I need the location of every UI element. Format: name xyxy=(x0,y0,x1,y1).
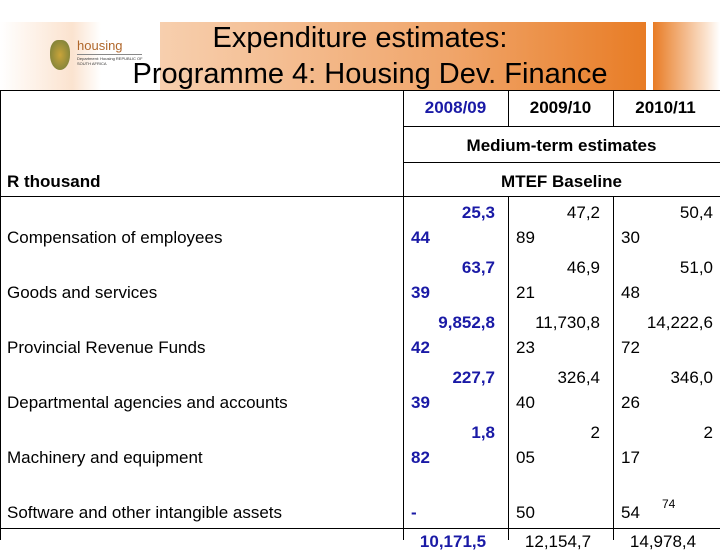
value-part-2: 48 xyxy=(621,283,640,302)
value-part-1: 50,4 xyxy=(679,203,713,222)
value-part-1: 46,9 xyxy=(566,258,600,277)
value-part-2: 44 xyxy=(411,228,430,247)
value-part-2: 89 xyxy=(516,228,535,247)
value-part-1: 346,0 xyxy=(670,368,713,387)
logo-subtext: Department: Housing REPUBLIC OF SOUTH AFRICA xyxy=(77,56,143,66)
value-part-2: 17 xyxy=(621,448,640,467)
page-number: 74 xyxy=(662,497,676,511)
value-part-1: 326,4 xyxy=(557,368,600,387)
table-border-top xyxy=(0,90,720,91)
total-value: 12,154,7 xyxy=(524,532,592,551)
logo-text: housing xyxy=(77,38,123,53)
title-line-2: Programme 4: Housing Dev. Finance xyxy=(132,58,608,90)
value-part-1: 227,7 xyxy=(452,368,495,387)
row-header: R thousand xyxy=(7,172,101,191)
row-label: Goods and services xyxy=(7,283,158,302)
value-part-1: 2 xyxy=(703,423,713,442)
row-label: Provincial Revenue Funds xyxy=(7,338,206,357)
value-part-2: - xyxy=(411,503,417,522)
value-part-2: 82 xyxy=(411,448,430,467)
value-part-2: 72 xyxy=(621,338,640,357)
value-part-2: 39 xyxy=(411,283,430,302)
baseline-header: MTEF Baseline xyxy=(501,172,622,191)
total-value: 10,171,5 xyxy=(419,532,487,551)
value-part-1: 47,2 xyxy=(566,203,600,222)
table-border-left xyxy=(0,90,1,540)
year-header-2008/09: 2008/09 xyxy=(424,98,487,117)
year-header-2009/10: 2009/10 xyxy=(529,98,592,117)
value-part-1: 51,0 xyxy=(679,258,713,277)
rule-medium-term xyxy=(403,162,720,163)
value-part-1: 25,3 xyxy=(461,203,495,222)
row-label: Departmental agencies and accounts xyxy=(7,393,288,412)
value-part-1: 63,7 xyxy=(461,258,495,277)
logo-divider xyxy=(77,54,142,55)
value-part-2: 30 xyxy=(621,228,640,247)
rule-years xyxy=(403,126,720,127)
value-part-1: 14,222,6 xyxy=(646,313,713,332)
value-part-2: 05 xyxy=(516,448,535,467)
value-part-2: 21 xyxy=(516,283,535,302)
rule-total xyxy=(0,528,720,529)
value-part-1: 11,730,8 xyxy=(535,313,600,332)
medium-term-header: Medium-term estimates xyxy=(466,136,657,155)
value-part-2: 54 xyxy=(621,503,640,522)
row-label: Machinery and equipment xyxy=(7,448,203,467)
value-part-2: 23 xyxy=(516,338,535,357)
value-part-1: 2 xyxy=(590,423,600,442)
rule-header xyxy=(0,196,720,197)
row-label: Compensation of employees xyxy=(7,228,223,247)
value-part-2: 42 xyxy=(411,338,430,357)
value-part-2: 39 xyxy=(411,393,430,412)
value-part-1: 9,852,8 xyxy=(438,313,495,332)
value-part-2: 26 xyxy=(621,393,640,412)
year-header-2010/11: 2010/11 xyxy=(635,98,696,117)
value-part-2: 40 xyxy=(516,393,535,412)
title-line-1: Expenditure estimates: xyxy=(212,22,508,54)
total-value: 14,978,4 xyxy=(629,532,697,551)
value-part-1: 1,8 xyxy=(471,423,495,442)
row-label: Software and other intangible assets xyxy=(7,503,283,522)
value-part-2: 50 xyxy=(516,503,535,522)
